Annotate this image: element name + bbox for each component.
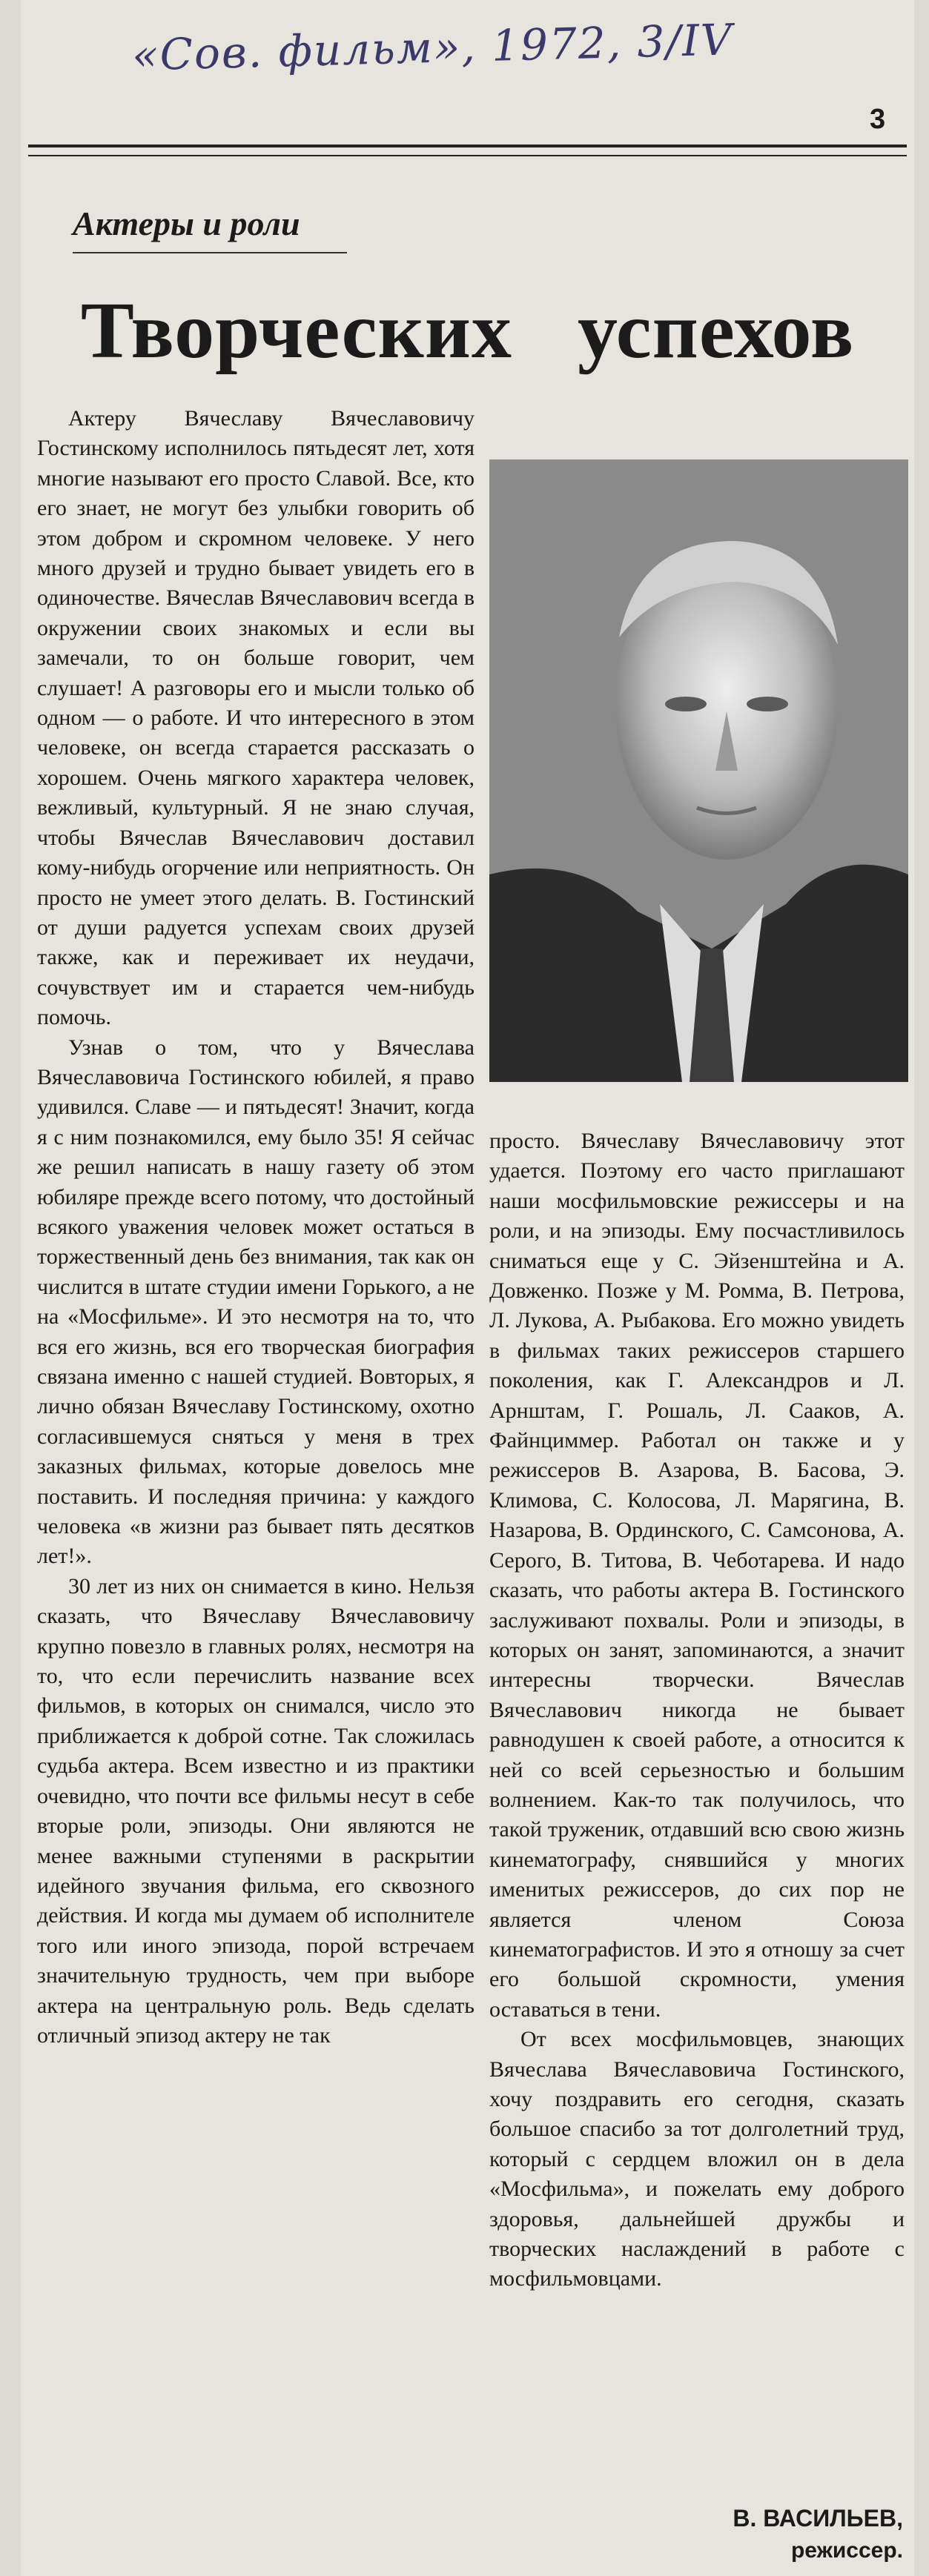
paragraph: просто. Вячеславу Вячеславовичу этот удается. Поэтому его часто приглашают наши мосфильмовские режиссеры и на роли, и на эпизоды. Ему посчастливилось сниматься еще у С. Эйзенштейна и А. Довженко. Позже у М. Ромма, В. Петрова, Л. Лукова, А. Рыбакова. Его можно увидеть в фильмах таких режиссеров старшего поколения, как Г. Александров и Л. Арнштам, Г. Рошаль, Л. Сааков, А. Файнциммер. Работал он также и у режиссеров В. Азарова, В. Басова, Э. Климова, С. Колосова, Л. Марягина, В. Назарова, В. Ординского, С. Самсонова, А. Серого, В. Титова, В. Чеботарева. И надо сказать, что работы актера В. Гостинского заслуживают похвалы. Роли и эпизоды, в которых он занят, запоминаются, а значит интересны творчески. Вячеслав Вячеславович никогда не бывает равнодушен к своей работе, а относится к ней со всей серьезностью и большим волнением. Как-то так получилось, что такой труженик, отдавший всю свою жизнь кинематографу, снявшийся у многих именитых режиссеров, до сих пор не является членом Союза кинематографистов. И это я отношу за счет его большой скромности, умения оставаться в тени.	[489, 1129, 905, 2022]
paragraph: 30 лет из них он снимается в кино. Нельзя сказать, что Вячеславу Вячеславовичу крупно повезло в главных ролях, несмотря на то, что если перечислить название всех фильмов, в которых он снимался, число это приближается к доброй сотне. Так сложилась судьба актера. Всем известно и из практики очевидно, что почти все фильмы несут в себе вторые роли, эпизоды. Они являются не менее важными ступенями в раскрытии идейного звучания фильма, его сквозного действия. И когда мы думаем об исполнителе того или иного эпизода, порой встречаем значительную трудность, чем при выборе актера на центральную роль. Ведь сделать отличный эпизод актеру не так	[37, 1573, 475, 2048]
paragraph: Актеру Вячеславу Вячеславовичу Гостинскому исполнилось пятьдесят лет, хотя многие называют его просто Славой. Все, кто его знает, не могут без улыбки говорить об этом добром и скромном человеке. У него много друзей и трудно бывает увидеть его в одиночестве. Вячеслав Вячеславович всегда в окружении своих знакомых и если вы замечали, то он больше говорит, чем слушает! А разговоры его и мысли только об одном — о работе. И что интересного в этом человеке, он всегда старается рассказать о хорошем. Очень мягкого характера человек, вежливый, культурный. Я не знаю случая, чтобы Вячеслав Вячеславович доставил кому-нибудь огорчение или неприятность. Он просто не умеет этого делать. В. Гостинский от души радуется успехам своих друзей также, как и переживает их неудачи, сочувствует им и старается чем-нибудь помочь.	[37, 406, 475, 1030]
rubric-title: Актеры и роли	[73, 205, 300, 242]
rubric-underline	[73, 252, 347, 253]
author-role: режиссер.	[790, 2538, 903, 2563]
header-rule	[28, 145, 907, 156]
article-column-2	[489, 1126, 905, 2294]
portrait-image	[489, 459, 908, 1082]
page-number: 3	[870, 104, 886, 135]
author-name: В. ВАСИЛЬЕВ,	[733, 2505, 903, 2532]
actor-portrait-photo	[489, 459, 908, 1082]
article-headline	[21, 285, 914, 377]
headline-text: Творческих успехов	[80, 287, 855, 375]
paragraph: От всех мосфильмовцев, знающих Вячеслава Вячеславовича Гостинского, хочу поздравить его сегодня, сказать большое спасибо за тот долголетний труд, который с сердцем вложил он в дела «Мосфильма», и пожелать ему доброго здоровья, дальнейшей дружбы и творческих наслаждений в работе с мосфильмовцами.	[489, 2027, 905, 2291]
article-column-1	[37, 404, 475, 2051]
handwritten-source-note: «Сов. фильм», 1972, 3/IV	[131, 14, 734, 81]
paragraph: Узнав о том, что у Вячеслава Вячеславовича Гостинского юбилей, я право удивился. Славе — и пятьдесят! Значит, когда я с ним познакомился, ему было 35! Я сейчас же решил написать в нашу газету об этом юбиляре прежде всего потому, что достойный всякого уважения человек может остаться в торжественный день без внимания, так как он числится в штате студии имени Горького, а не на «Мосфильме». И это несмотря на то, что вся его жизнь, вся его творческая биография связана именно с нашей студией. Вовторых, я лично обязан Вячеславу Гостинскому, охотно согласившемуся сняться у меня в трех заказных фильмах, которые довелось мне поставить. И последняя причина: у каждого человека «в жизни раз бывает пять десятков лет!».	[37, 1035, 475, 1569]
newspaper-clipping	[21, 0, 914, 2576]
